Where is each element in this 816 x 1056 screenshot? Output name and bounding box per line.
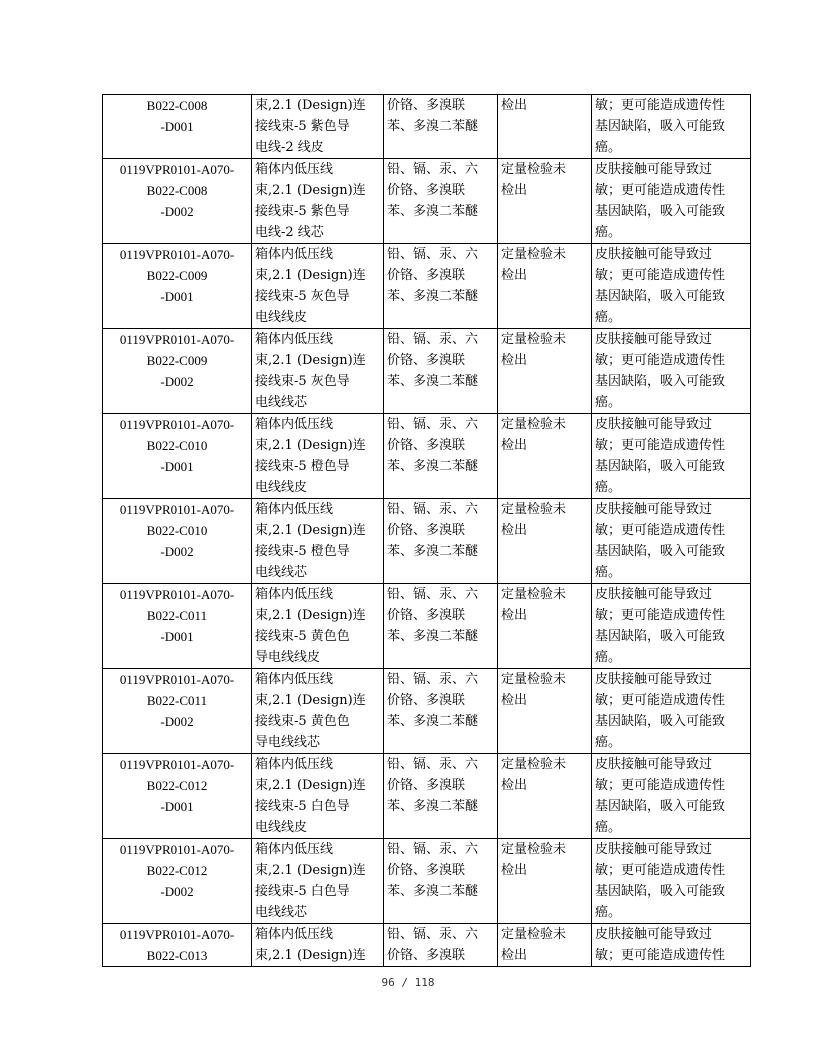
- sample-id-line: -D002: [160, 544, 194, 559]
- result-cell: [498, 329, 592, 414]
- hazard-cell: [592, 584, 751, 669]
- part-name-line: 箱体内低压线: [255, 502, 334, 517]
- substances-line: 铅、镉、汞、六: [387, 502, 479, 517]
- hazard-line: 皮肤接触可能导致过: [595, 672, 713, 687]
- substances-line: 苯、多溴二苯醚: [387, 204, 479, 219]
- substances-line: 苯、多溴二苯醚: [387, 119, 479, 134]
- hazard-cell: [592, 159, 751, 244]
- part-name-line: 导电线线皮: [255, 650, 321, 665]
- sample-id-line: B022-C011: [146, 693, 208, 708]
- sample-id-line: B022-C012: [146, 863, 208, 878]
- result-cell: [498, 159, 592, 244]
- table-row: [103, 329, 751, 414]
- sample-id-line: -D001: [160, 629, 194, 644]
- sample-id-line: B022-C009: [146, 353, 208, 368]
- hazard-cell: [592, 95, 751, 159]
- sample-id-line: 0119VPR0101-A070-: [119, 587, 235, 602]
- sample-id-line: B022-C012: [146, 778, 208, 793]
- sample-id-cell: [103, 839, 252, 924]
- sample-id-line: 0119VPR0101-A070-: [119, 332, 235, 347]
- part-name-line: 电线线芯: [255, 905, 308, 920]
- part-name-line: 导电线线芯: [255, 735, 321, 750]
- substances-line: 苯、多溴二苯醚: [387, 714, 479, 729]
- part-name-line: 接线束-5 紫色导: [255, 119, 350, 134]
- sample-id-line: B022-C008: [146, 183, 208, 198]
- hazard-line: 皮肤接触可能导致过: [595, 842, 713, 857]
- substances-line: 价铬、多溴联: [387, 863, 466, 878]
- result-line: 检出: [501, 608, 528, 623]
- table-row: [103, 159, 751, 244]
- part-name-line: 接线束-5 黄色色: [255, 629, 350, 644]
- hazard-cell: [592, 839, 751, 924]
- result-line: 定量检验未: [501, 672, 567, 687]
- hazard-line: 基因缺陷，吸入可能致: [595, 289, 726, 304]
- part-name-line: 接线束-5 白色导: [255, 884, 350, 899]
- substances-line: 价铬、多溴联: [387, 948, 466, 963]
- part-name-line: 束,2.1 (Design)连: [255, 98, 366, 113]
- part-name-line: 电线-2 线芯: [255, 225, 324, 240]
- hazard-line: 基因缺陷，吸入可能致: [595, 884, 726, 899]
- part-name-line: 接线束-5 白色导: [255, 799, 350, 814]
- result-line: 定量检验未: [501, 502, 567, 517]
- hazard-line: 癌。: [595, 735, 622, 750]
- substances-line: 铅、镉、汞、六: [387, 417, 479, 432]
- substances-cell: [384, 414, 498, 499]
- sample-id-line: B022-C010: [146, 438, 208, 453]
- part-name-line: 箱体内低压线: [255, 587, 334, 602]
- part-name-line: 束,2.1 (Design)连: [255, 268, 366, 283]
- substances-cell: [384, 244, 498, 329]
- hazard-line: 敏；更可能造成遗传性: [595, 353, 726, 368]
- part-name-line: 束,2.1 (Design)连: [255, 523, 366, 538]
- hazard-line: 皮肤接触可能导致过: [595, 417, 713, 432]
- hazard-line: 癌。: [595, 905, 622, 920]
- part-name-line: 电线线芯: [255, 565, 308, 580]
- part-name-line: 束,2.1 (Design)连: [255, 778, 366, 793]
- part-name-cell: [252, 159, 384, 244]
- sample-id-line: 0119VPR0101-A070-: [119, 842, 235, 857]
- hazard-line: 癌。: [595, 650, 622, 665]
- substances-line: 苯、多溴二苯醚: [387, 374, 479, 389]
- substances-line: 铅、镉、汞、六: [387, 842, 479, 857]
- part-name-line: 束,2.1 (Design)连: [255, 438, 366, 453]
- part-name-line: 箱体内低压线: [255, 162, 334, 177]
- substances-cell: [384, 329, 498, 414]
- substances-cell: [384, 669, 498, 754]
- hazard-line: 癌。: [595, 225, 622, 240]
- result-line: 检出: [501, 268, 528, 283]
- result-line: 检出: [501, 523, 528, 538]
- sample-id-line: B022-C013: [146, 948, 208, 963]
- sample-id-line: 0119VPR0101-A070-: [119, 502, 235, 517]
- result-line: 检出: [501, 353, 528, 368]
- hazard-line: 基因缺陷，吸入可能致: [595, 459, 726, 474]
- sample-id-cell: [103, 244, 252, 329]
- result-line: 检出: [501, 183, 528, 198]
- substances-line: 价铬、多溴联: [387, 778, 466, 793]
- sample-id-line: 0119VPR0101-A070-: [119, 247, 235, 262]
- sample-id-line: -D002: [160, 714, 194, 729]
- substances-line: 苯、多溴二苯醚: [387, 289, 479, 304]
- substances-cell: [384, 159, 498, 244]
- part-name-line: 箱体内低压线: [255, 247, 334, 262]
- table-row: [103, 924, 751, 967]
- sample-id-line: 0119VPR0101-A070-: [119, 162, 235, 177]
- substances-line: 苯、多溴二苯醚: [387, 459, 479, 474]
- hazard-line: 基因缺陷，吸入可能致: [595, 544, 726, 559]
- hazard-line: 敏；更可能造成遗传性: [595, 778, 726, 793]
- hazard-line: 癌。: [595, 310, 622, 325]
- hazard-line: 敏；更可能造成遗传性: [595, 863, 726, 878]
- result-line: 检出: [501, 98, 528, 113]
- hazard-line: 皮肤接触可能导致过: [595, 927, 713, 942]
- result-line: 检出: [501, 778, 528, 793]
- hazard-cell: [592, 669, 751, 754]
- sample-id-line: -D001: [160, 799, 194, 814]
- hazard-line: 癌。: [595, 395, 622, 410]
- substances-line: 苯、多溴二苯醚: [387, 884, 479, 899]
- hazard-line: 皮肤接触可能导致过: [595, 162, 713, 177]
- table-body: [103, 95, 751, 967]
- part-name-line: 箱体内低压线: [255, 842, 334, 857]
- sample-id-line: -D002: [160, 374, 194, 389]
- substances-cell: [384, 839, 498, 924]
- table-row: [103, 669, 751, 754]
- result-cell: [498, 95, 592, 159]
- sample-id-line: 0119VPR0101-A070-: [119, 927, 235, 942]
- hazard-cell: [592, 414, 751, 499]
- substances-line: 苯、多溴二苯醚: [387, 544, 479, 559]
- result-line: 检出: [501, 693, 528, 708]
- result-cell: [498, 244, 592, 329]
- sample-id-line: -D001: [160, 459, 194, 474]
- result-cell: [498, 924, 592, 967]
- part-name-cell: [252, 329, 384, 414]
- hazard-line: 皮肤接触可能导致过: [595, 587, 713, 602]
- sample-id-line: B022-C010: [146, 523, 208, 538]
- table-row: [103, 414, 751, 499]
- result-cell: [498, 414, 592, 499]
- sample-id-cell: [103, 754, 252, 839]
- substances-line: 价铬、多溴联: [387, 438, 466, 453]
- sample-id-line: -D001: [160, 119, 194, 134]
- table-row: [103, 244, 751, 329]
- hazard-line: 基因缺陷，吸入可能致: [595, 119, 726, 134]
- table-row: [103, 95, 751, 159]
- substances-line: 价铬、多溴联: [387, 608, 466, 623]
- substances-line: 苯、多溴二苯醚: [387, 799, 479, 814]
- result-cell: [498, 839, 592, 924]
- sample-id-line: -D001: [160, 289, 194, 304]
- sample-id-line: B022-C009: [146, 268, 208, 283]
- hazard-line: 皮肤接触可能导致过: [595, 502, 713, 517]
- result-line: 定量检验未: [501, 757, 567, 772]
- substances-line: 苯、多溴二苯醚: [387, 629, 479, 644]
- hazard-line: 癌。: [595, 480, 622, 495]
- hazard-line: 基因缺陷，吸入可能致: [595, 799, 726, 814]
- table-row: [103, 754, 751, 839]
- sample-id-line: B022-C011: [146, 608, 208, 623]
- part-name-line: 箱体内低压线: [255, 927, 334, 942]
- part-name-line: 箱体内低压线: [255, 332, 334, 347]
- result-cell: [498, 499, 592, 584]
- sample-id-cell: [103, 924, 252, 967]
- sample-id-cell: [103, 414, 252, 499]
- substances-cell: [384, 924, 498, 967]
- part-name-cell: [252, 244, 384, 329]
- sample-id-line: 0119VPR0101-A070-: [119, 672, 235, 687]
- part-name-line: 箱体内低压线: [255, 757, 334, 772]
- result-line: 检出: [501, 863, 528, 878]
- substances-line: 铅、镉、汞、六: [387, 927, 479, 942]
- substances-cell: [384, 499, 498, 584]
- part-name-line: 束,2.1 (Design)连: [255, 863, 366, 878]
- hazard-line: 敏；更可能造成遗传性: [595, 183, 726, 198]
- hazard-cell: [592, 754, 751, 839]
- result-line: 定量检验未: [501, 927, 567, 942]
- part-name-line: 电线线皮: [255, 820, 308, 835]
- part-name-line: 接线束-5 黄色色: [255, 714, 350, 729]
- sample-id-line: B022-C008: [146, 98, 208, 113]
- substances-line: 铅、镉、汞、六: [387, 672, 479, 687]
- hazard-line: 皮肤接触可能导致过: [595, 247, 713, 262]
- substances-line: 铅、镉、汞、六: [387, 247, 479, 262]
- hazard-cell: [592, 499, 751, 584]
- hazard-line: 基因缺陷，吸入可能致: [595, 374, 726, 389]
- substances-line: 价铬、多溴联: [387, 183, 466, 198]
- part-name-line: 电线线皮: [255, 480, 308, 495]
- substances-line: 铅、镉、汞、六: [387, 162, 479, 177]
- hazard-cell: [592, 244, 751, 329]
- substances-line: 价铬、多溴联: [387, 353, 466, 368]
- hazard-line: 皮肤接触可能导致过: [595, 332, 713, 347]
- part-name-line: 接线束-5 灰色导: [255, 289, 350, 304]
- part-name-line: 接线束-5 灰色导: [255, 374, 350, 389]
- part-name-line: 接线束-5 紫色导: [255, 204, 350, 219]
- part-name-line: 束,2.1 (Design)连: [255, 183, 366, 198]
- part-name-cell: [252, 669, 384, 754]
- part-name-cell: [252, 95, 384, 159]
- part-name-line: 接线束-5 橙色导: [255, 459, 350, 474]
- substances-line: 铅、镉、汞、六: [387, 332, 479, 347]
- result-cell: [498, 584, 592, 669]
- substances-line: 价铬、多溴联: [387, 268, 466, 283]
- part-name-line: 束,2.1 (Design)连: [255, 353, 366, 368]
- part-name-line: 束,2.1 (Design)连: [255, 948, 366, 963]
- substances-line: 价铬、多溴联: [387, 693, 466, 708]
- result-line: 定量检验未: [501, 332, 567, 347]
- substances-line: 价铬、多溴联: [387, 98, 466, 113]
- hazard-line: 皮肤接触可能导致过: [595, 757, 713, 772]
- table-row: [103, 499, 751, 584]
- part-name-line: 电线线皮: [255, 310, 308, 325]
- result-line: 检出: [501, 438, 528, 453]
- sample-id-line: -D002: [160, 204, 194, 219]
- result-line: 定量检验未: [501, 417, 567, 432]
- substances-line: 铅、镉、汞、六: [387, 587, 479, 602]
- substances-line: 铅、镉、汞、六: [387, 757, 479, 772]
- hazard-line: 敏；更可能造成遗传性: [595, 98, 726, 113]
- hazard-line: 癌。: [595, 565, 622, 580]
- part-name-line: 接线束-5 橙色导: [255, 544, 350, 559]
- hazard-line: 敏；更可能造成遗传性: [595, 268, 726, 283]
- result-line: 检出: [501, 948, 528, 963]
- table-row: [103, 584, 751, 669]
- hazard-line: 癌。: [595, 820, 622, 835]
- part-name-line: 箱体内低压线: [255, 417, 334, 432]
- part-name-line: 电线线芯: [255, 395, 308, 410]
- hazard-line: 敏；更可能造成遗传性: [595, 608, 726, 623]
- part-name-line: 束,2.1 (Design)连: [255, 693, 366, 708]
- part-name-cell: [252, 414, 384, 499]
- hazard-line: 敏；更可能造成遗传性: [595, 438, 726, 453]
- hazard-line: 敏；更可能造成遗传性: [595, 948, 726, 963]
- result-cell: [498, 669, 592, 754]
- table-row: [103, 839, 751, 924]
- sample-id-line: 0119VPR0101-A070-: [119, 417, 235, 432]
- hazard-line: 基因缺陷，吸入可能致: [595, 629, 726, 644]
- hazard-cell: [592, 329, 751, 414]
- part-name-cell: [252, 924, 384, 967]
- part-name-cell: [252, 839, 384, 924]
- substances-cell: [384, 584, 498, 669]
- substances-cell: [384, 754, 498, 839]
- hazard-cell: [592, 924, 751, 967]
- result-line: 定量检验未: [501, 247, 567, 262]
- inspection-results-table: [102, 94, 751, 967]
- substances-cell: [384, 95, 498, 159]
- part-name-line: 箱体内低压线: [255, 672, 334, 687]
- page-number: 96 / 118: [381, 976, 435, 989]
- result-cell: [498, 754, 592, 839]
- result-line: 定量检验未: [501, 587, 567, 602]
- substances-line: 价铬、多溴联: [387, 523, 466, 538]
- result-line: 定量检验未: [501, 842, 567, 857]
- part-name-cell: [252, 754, 384, 839]
- part-name-line: 电线-2 线皮: [255, 140, 324, 155]
- result-line: 定量检验未: [501, 162, 567, 177]
- hazard-line: 基因缺陷，吸入可能致: [595, 204, 726, 219]
- hazard-line: 癌。: [595, 140, 622, 155]
- sample-id-cell: [103, 329, 252, 414]
- hazard-line: 敏；更可能造成遗传性: [595, 523, 726, 538]
- sample-id-cell: [103, 499, 252, 584]
- sample-id-line: 0119VPR0101-A070-: [119, 757, 235, 772]
- hazard-line: 敏；更可能造成遗传性: [595, 693, 726, 708]
- part-name-cell: [252, 499, 384, 584]
- part-name-cell: [252, 584, 384, 669]
- sample-id-cell: [103, 159, 252, 244]
- sample-id-cell: [103, 95, 252, 159]
- part-name-line: 束,2.1 (Design)连: [255, 608, 366, 623]
- sample-id-cell: [103, 669, 252, 754]
- sample-id-cell: [103, 584, 252, 669]
- sample-id-line: -D002: [160, 884, 194, 899]
- hazard-line: 基因缺陷，吸入可能致: [595, 714, 726, 729]
